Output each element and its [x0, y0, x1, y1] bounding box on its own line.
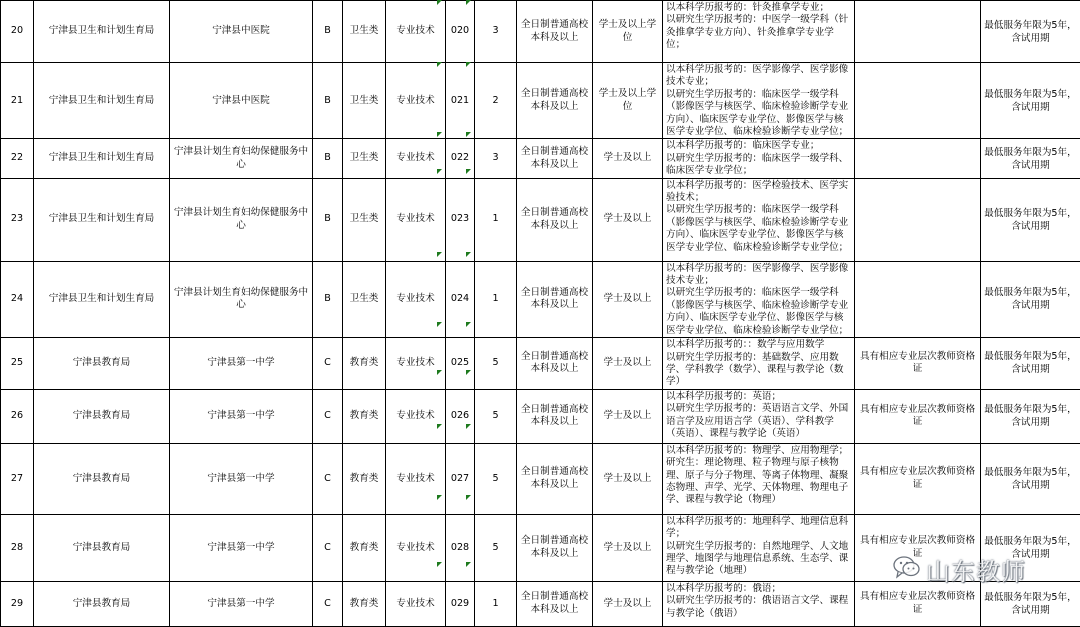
major-line: 以研究生学历报考的：基础数学、应用数学、学科教学（数学）、课程与教学论（数学） [666, 352, 852, 389]
note-cell: 最低服务年限为5年，含试用期 [981, 389, 1080, 443]
note-cell: 最低服务年限为5年，含试用期 [981, 338, 1080, 390]
note-cell: 最低服务年限为5年，含试用期 [981, 139, 1080, 178]
comment-marker [437, 169, 442, 174]
major-line: 以本科学历报考的：医学影像学、医学影像技术专业； [666, 263, 852, 288]
table-row [1, 443, 1080, 514]
category-cell: C [313, 389, 343, 443]
post-cell: 专业技术 [386, 389, 446, 443]
row-number: 27 [1, 443, 34, 514]
category-cell: B [313, 139, 343, 178]
department-cell: 宁津县卫生和计划生育局 [34, 261, 170, 337]
count-cell: 2 [475, 63, 517, 139]
certificate-cell [855, 178, 981, 261]
major-line: 以研究生学历报考的：临床医学一级学科、临床医学专业学位； [666, 153, 852, 178]
major-cell [663, 139, 855, 178]
comment-marker [437, 322, 442, 327]
major-line: 以本科学历报考的：：数学与应用数学 [666, 339, 852, 351]
education-cell: 全日制普通高校本科及以上 [517, 261, 593, 337]
post-cell: 专业技术 [386, 139, 446, 178]
unit-cell: 宁津县第一中学 [170, 389, 313, 443]
note-cell: 最低服务年限为5年，含试用期 [981, 581, 1080, 626]
department-cell: 宁津县卫生和计划生育局 [34, 63, 170, 139]
certificate-cell: 具有相应专业层次教师资格证 [855, 581, 981, 626]
wechat-chat-icon [892, 552, 922, 582]
degree-cell: 学士及以上 [593, 261, 663, 337]
note-cell: 最低服务年限为5年，含试用期 [981, 1, 1080, 63]
certificate-cell [855, 261, 981, 337]
department-cell: 宁津县卫生和计划生育局 [34, 139, 170, 178]
code-cell: 023 [446, 178, 475, 261]
row-number: 21 [1, 63, 34, 139]
comment-marker [466, 424, 471, 429]
major-line: 以本科学历报考的：俄语； [666, 583, 852, 595]
table-row [1, 178, 1080, 261]
note-cell: 最低服务年限为5年，含试用期 [981, 63, 1080, 139]
type-cell: 卫生类 [343, 63, 386, 139]
degree-cell: 学士及以上学位 [593, 63, 663, 139]
department-cell: 宁津县教育局 [34, 443, 170, 514]
row-number: 24 [1, 261, 34, 337]
comment-marker [466, 370, 471, 375]
major-cell [663, 581, 855, 626]
table-row [1, 1, 1080, 63]
row-number: 22 [1, 139, 34, 178]
department-cell: 宁津县教育局 [34, 389, 170, 443]
degree-cell: 学士及以上 [593, 443, 663, 514]
major-line: 以本科学历报考的：物理学、应用物理学；研究生：理论物理、粒子物理与原子核物理、原子与分子物理、等离子体物理、凝聚态物理、声学、光学、天体物理、物理电子学、课程与教学论（物理） [666, 445, 852, 507]
unit-cell: 宁津县第一中学 [170, 514, 313, 581]
post-cell: 专业技术 [386, 514, 446, 581]
comment-marker [466, 132, 471, 137]
count-cell: 5 [475, 443, 517, 514]
unit-cell: 宁津县计划生育妇幼保健服务中心 [170, 178, 313, 261]
major-line: 以研究生学历报考的：中医学一级学科（针灸推拿学专业方向）、针灸推拿学专业学位； [666, 14, 852, 51]
post-cell: 专业技术 [386, 1, 446, 63]
comment-marker [437, 0, 442, 5]
degree-cell: 学士及以上学位 [593, 1, 663, 63]
certificate-cell: 具有相应专业层次教师资格证 [855, 338, 981, 390]
type-cell: 卫生类 [343, 1, 386, 63]
code-cell: 021 [446, 63, 475, 139]
unit-cell: 宁津县中医院 [170, 1, 313, 63]
comment-marker [437, 495, 442, 500]
comment-marker [466, 322, 471, 327]
comment-marker [437, 562, 442, 567]
comment-marker [437, 132, 442, 137]
comment-marker [437, 252, 442, 257]
table-row [1, 261, 1080, 337]
major-cell [663, 514, 855, 581]
unit-cell: 宁津县第一中学 [170, 338, 313, 390]
major-line: 以本科学历报考的：针灸推拿学专业； [666, 2, 852, 14]
certificate-cell: 具有相应专业层次教师资格证 [855, 443, 981, 514]
post-cell: 专业技术 [386, 338, 446, 390]
post-cell: 专业技术 [386, 443, 446, 514]
count-cell: 3 [475, 1, 517, 63]
code-cell: 029 [446, 581, 475, 626]
education-cell: 全日制普通高校本科及以上 [517, 581, 593, 626]
unit-cell: 宁津县计划生育妇幼保健服务中心 [170, 139, 313, 178]
type-cell: 教育类 [343, 443, 386, 514]
education-cell: 全日制普通高校本科及以上 [517, 1, 593, 63]
major-cell [663, 443, 855, 514]
type-cell: 卫生类 [343, 261, 386, 337]
row-number: 23 [1, 178, 34, 261]
note-cell: 最低服务年限为5年，含试用期 [981, 443, 1080, 514]
code-cell: 025 [446, 338, 475, 390]
code-cell: 024 [446, 261, 475, 337]
major-line: 以研究生学历报考的：临床医学一级学科（影像医学与核医学、临床检验诊断学专业方向）、临床医学专业学位、影像医学与核医学专业学位、临床检验诊断学专业学位； [666, 204, 852, 254]
major-line: 以研究生学历报考的：临床医学一级学科（影像医学与核医学、临床检验诊断学专业方向）、临床医学专业学位、影像医学与核医学专业学位、临床检验诊断学专业学位； [666, 89, 852, 139]
comment-marker [437, 62, 442, 67]
certificate-cell [855, 1, 981, 63]
category-cell: C [313, 443, 343, 514]
certificate-cell: 具有相应专业层次教师资格证 [855, 514, 981, 581]
major-line: 以本科学历报考的：医学检验技术、医学实验技术； [666, 180, 852, 205]
major-cell [663, 1, 855, 63]
post-cell: 专业技术 [386, 63, 446, 139]
department-cell: 宁津县教育局 [34, 581, 170, 626]
table-row [1, 63, 1080, 139]
major-cell [663, 338, 855, 390]
education-cell: 全日制普通高校本科及以上 [517, 443, 593, 514]
count-cell: 1 [475, 581, 517, 626]
category-cell: B [313, 261, 343, 337]
comment-marker [466, 495, 471, 500]
education-cell: 全日制普通高校本科及以上 [517, 514, 593, 581]
table-row [1, 389, 1080, 443]
comment-marker [466, 62, 471, 67]
department-cell: 宁津县卫生和计划生育局 [34, 1, 170, 63]
category-cell: C [313, 514, 343, 581]
education-cell: 全日制普通高校本科及以上 [517, 338, 593, 390]
post-cell: 专业技术 [386, 581, 446, 626]
type-cell: 教育类 [343, 338, 386, 390]
major-line: 以研究生学历报考的：英语语言文学、外国语言学及应用语言学（英语）、学科教学（英语）、课程与教学论（英语） [666, 403, 852, 440]
watermark [892, 548, 1072, 588]
major-cell [663, 389, 855, 443]
major-line: 以研究生学历报考的：俄语语言文学、课程与教学论（俄语） [666, 595, 852, 620]
major-line: 以本科学历报考的：医学影像学、医学影像技术专业； [666, 64, 852, 89]
category-cell: C [313, 338, 343, 390]
major-cell [663, 178, 855, 261]
major-line: 以本科学历报考的：英语； [666, 391, 852, 403]
comment-marker [466, 0, 471, 5]
code-cell: 026 [446, 389, 475, 443]
comment-marker [466, 252, 471, 257]
row-number: 26 [1, 389, 34, 443]
department-cell: 宁津县卫生和计划生育局 [34, 178, 170, 261]
major-line: 以研究生学历报考的：临床医学一级学科（影像医学与核医学、临床检验诊断学专业方向）、临床医学专业学位、影像医学与核医学专业学位、临床检验诊断学专业学位； [666, 287, 852, 337]
unit-cell: 宁津县第一中学 [170, 443, 313, 514]
type-cell: 教育类 [343, 389, 386, 443]
type-cell: 教育类 [343, 514, 386, 581]
type-cell: 卫生类 [343, 178, 386, 261]
major-cell [663, 261, 855, 337]
unit-cell: 宁津县第一中学 [170, 581, 313, 626]
code-cell: 027 [446, 443, 475, 514]
code-cell: 020 [446, 1, 475, 63]
count-cell: 5 [475, 389, 517, 443]
degree-cell: 学士及以上 [593, 178, 663, 261]
category-cell: B [313, 1, 343, 63]
type-cell: 教育类 [343, 581, 386, 626]
degree-cell: 学士及以上 [593, 514, 663, 581]
row-number: 28 [1, 514, 34, 581]
degree-cell: 学士及以上 [593, 389, 663, 443]
comment-marker [437, 370, 442, 375]
count-cell: 5 [475, 338, 517, 390]
education-cell: 全日制普通高校本科及以上 [517, 389, 593, 443]
comment-marker [466, 169, 471, 174]
major-line: 以研究生学历报考的：自然地理学、人文地理学、地图学与地理信息系统、生态学、课程与教学论（地理） [666, 541, 852, 578]
unit-cell: 宁津县计划生育妇幼保健服务中心 [170, 261, 313, 337]
certificate-cell [855, 139, 981, 178]
row-number: 20 [1, 1, 34, 63]
post-cell: 专业技术 [386, 261, 446, 337]
education-cell: 全日制普通高校本科及以上 [517, 178, 593, 261]
watermark-text: 山东教师 [926, 552, 1026, 587]
count-cell: 5 [475, 514, 517, 581]
comment-marker [466, 562, 471, 567]
count-cell: 3 [475, 139, 517, 178]
major-line: 以本科学历报考的：地理科学、地理信息科学； [666, 516, 852, 541]
certificate-cell: 具有相应专业层次教师资格证 [855, 389, 981, 443]
count-cell: 1 [475, 261, 517, 337]
major-cell [663, 63, 855, 139]
department-cell: 宁津县教育局 [34, 514, 170, 581]
certificate-cell [855, 63, 981, 139]
note-cell: 最低服务年限为5年，含试用期 [981, 261, 1080, 337]
note-cell: 最低服务年限为5年，含试用期 [981, 514, 1080, 581]
type-cell: 卫生类 [343, 139, 386, 178]
department-cell: 宁津县教育局 [34, 338, 170, 390]
post-cell: 专业技术 [386, 178, 446, 261]
category-cell: B [313, 63, 343, 139]
row-number: 25 [1, 338, 34, 390]
category-cell: B [313, 178, 343, 261]
unit-cell: 宁津县中医院 [170, 63, 313, 139]
table-row [1, 338, 1080, 390]
code-cell: 028 [446, 514, 475, 581]
major-line: 以本科学历报考的：临床医学专业； [666, 140, 852, 152]
code-cell: 022 [446, 139, 475, 178]
count-cell: 1 [475, 178, 517, 261]
table-row [1, 139, 1080, 178]
education-cell: 全日制普通高校本科及以上 [517, 63, 593, 139]
category-cell: C [313, 581, 343, 626]
note-cell: 最低服务年限为5年，含试用期 [981, 178, 1080, 261]
degree-cell: 学士及以上 [593, 581, 663, 626]
row-number: 29 [1, 581, 34, 626]
education-cell: 全日制普通高校本科及以上 [517, 139, 593, 178]
degree-cell: 学士及以上 [593, 139, 663, 178]
comment-marker [437, 424, 442, 429]
degree-cell: 学士及以上 [593, 338, 663, 390]
